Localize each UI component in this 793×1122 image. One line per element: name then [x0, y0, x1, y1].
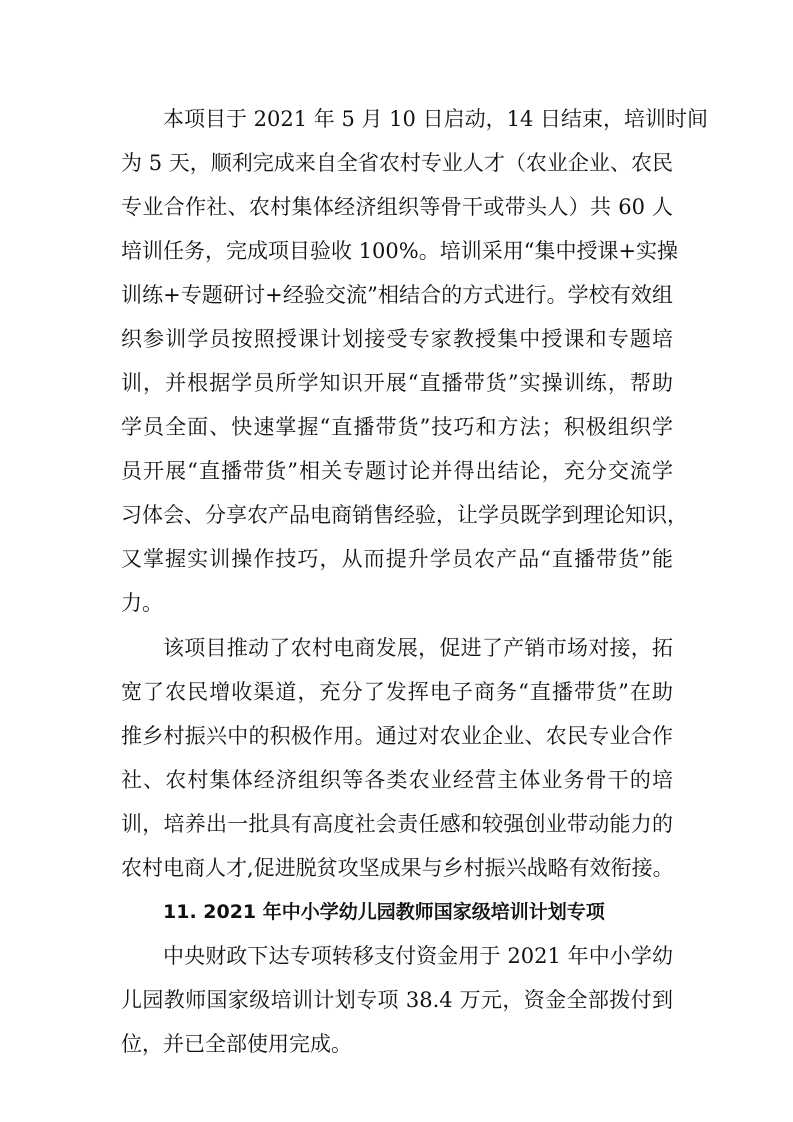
paragraph-1-line: 员开展“直播带货”相关专题讨论并得出结论，充分交流学 — [121, 459, 673, 483]
paragraph-1-line: 训，并根据学员所学知识开展“直播带货”实操训练，帮助 — [121, 371, 673, 395]
paragraph-1-line: 训练+专题研讨+经验交流”相结合的方式进行。学校有效组 — [121, 283, 673, 307]
paragraph-1-line: 专业合作社、农村集体经济组织等骨干或带头人）共 60 人 — [121, 195, 673, 219]
paragraph-2-line: 宽了农民增收渠道，充分了发挥电子商务“直播带货”在助 — [121, 680, 673, 704]
paragraph-2-line: 训，培养出一批具有高度社会责任感和较强创业带动能力的 — [121, 812, 673, 836]
paragraph-1-line: 又掌握实训操作技巧，从而提升学员农产品“直播带货”能 — [121, 547, 673, 571]
paragraph-1-line: 为 5 天，顺利完成来自全省农村专业人才（农业企业、农民 — [121, 151, 673, 175]
paragraph-2-line: 社、农村集体经济组织等各类农业经营主体业务骨干的培 — [121, 768, 673, 792]
section-heading: 11. 2021 年中小学幼儿园教师国家级培训计划专项 — [163, 901, 605, 923]
paragraph-1-line: 习体会、分享农产品电商销售经验，让学员既学到理论知识， — [121, 503, 688, 527]
paragraph-1-line: 织参训学员按照授课计划接受专家教授集中授课和专题培 — [121, 327, 673, 351]
paragraph-2-line: 农村电商人才,促进脱贫攻坚成果与乡村振兴战略有效衔接。 — [121, 856, 674, 880]
paragraph-2-line: 推乡村振兴中的积极作用。通过对农业企业、农民专业合作 — [121, 724, 673, 748]
paragraph-1-line: 学员全面、快速掌握“直播带货”技巧和方法；积极组织学 — [121, 415, 673, 439]
paragraph-1-line: 力。 — [121, 591, 163, 615]
paragraph-2-line: 该项目推动了农村电商发展，促进了产销市场对接，拓 — [163, 636, 673, 660]
paragraph-3-line: 位，并已全部使用完成。 — [121, 1032, 352, 1056]
paragraph-1-line: 培训任务，完成项目验收 100%。培训采用“集中授课+实操 — [121, 239, 679, 263]
paragraph-3-line: 儿园教师国家级培训计划专项 38.4 万元，资金全部拨付到 — [121, 988, 673, 1012]
paragraph-3-line: 中央财政下达专项转移支付资金用于 2021 年中小学幼 — [163, 944, 673, 968]
paragraph-1-line: 本项目于 2021 年 5 月 10 日启动，14 日结束，培训时间 — [163, 107, 708, 131]
